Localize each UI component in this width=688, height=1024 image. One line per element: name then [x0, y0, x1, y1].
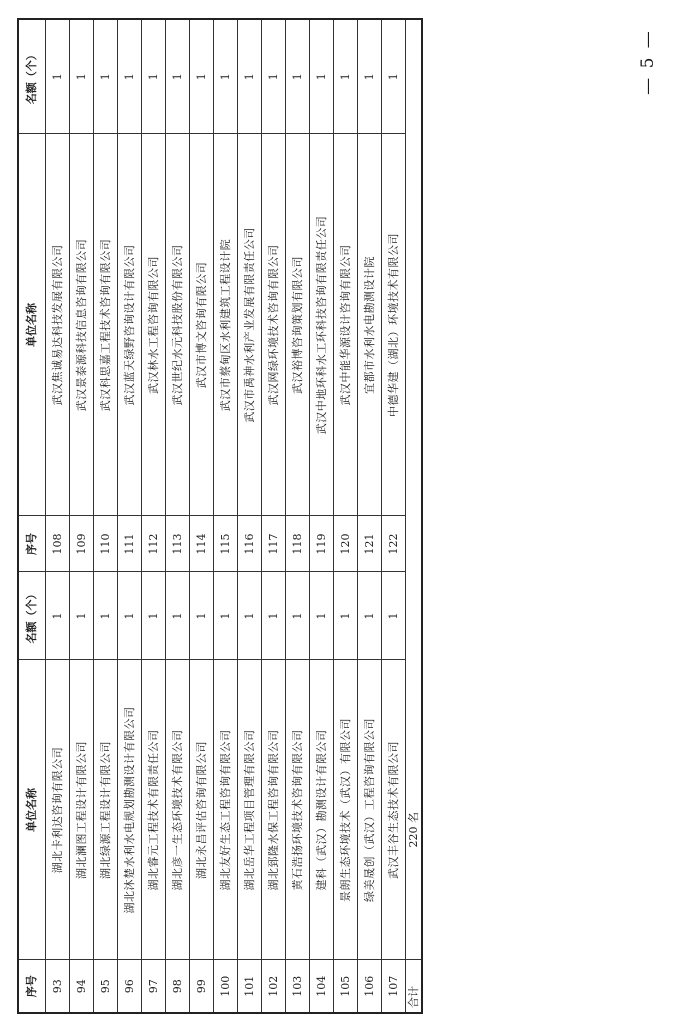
seq-cell: 99 — [189, 960, 213, 1013]
unit-name-cell: 武汉市禹神水利产业发展有限责任公司 — [237, 134, 261, 516]
unit-name-cell: 武汉丰谷生态技术有限公司 — [381, 660, 405, 960]
unit-name-cell: 武汉中地环科水工环科技咨询有限责任公司 — [309, 134, 333, 516]
unit-name-cell: 景朗生态环境技术（武汉）有限公司 — [333, 660, 357, 960]
unit-name-cell: 湖北友好生态工程咨询有限公司 — [213, 660, 237, 960]
unit-name-cell: 湖北彦一生态环境技术有限公司 — [165, 660, 189, 960]
unit-name-cell: 湖北澜图工程设计有限公司 — [69, 660, 93, 960]
unit-name-cell: 湖北沐楚水利水电规划勘测设计有限公司 — [117, 660, 141, 960]
count-cell: 1 — [357, 19, 381, 134]
unit-name-cell: 武汉林水工程咨询有限公司 — [141, 134, 165, 516]
count-cell: 1 — [45, 19, 69, 134]
count-cell: 1 — [333, 19, 357, 134]
unit-name-cell: 绿美晟创（武汉）工程咨询有限公司 — [357, 660, 381, 960]
unit-name-cell: 武汉裕博咨询策划有限公司 — [285, 134, 309, 516]
unit-name-cell: 武汉中能华源设计咨询有限公司 — [333, 134, 357, 516]
count-cell: 1 — [117, 572, 141, 660]
unit-name-cell: 湖北郅隆水保工程咨询有限公司 — [261, 660, 285, 960]
unit-name-cell: 湖北卡利达咨询有限公司 — [45, 660, 69, 960]
seq-cell: 93 — [45, 960, 69, 1013]
seq-cell: 106 — [357, 960, 381, 1013]
page-number-text: — 5 — — [638, 29, 658, 95]
unit-name-cell: 黄石浩扬环境技术咨询有限公司 — [285, 660, 309, 960]
count-cell: 1 — [165, 19, 189, 134]
count-cell: 1 — [285, 572, 309, 660]
count-cell: 1 — [117, 19, 141, 134]
count-cell: 1 — [213, 572, 237, 660]
seq-cell: 105 — [333, 960, 357, 1013]
count-cell: 1 — [69, 572, 93, 660]
unit-name-cell: 武汉网绿环境技术咨询有限公司 — [261, 134, 285, 516]
header-count-right: 名额（个） — [18, 19, 45, 134]
seq-cell: 120 — [333, 516, 357, 572]
seq-cell: 103 — [285, 960, 309, 1013]
table-row — [285, 19, 309, 1013]
total-row — [405, 19, 422, 1013]
table-row — [381, 19, 405, 1013]
seq-cell: 97 — [141, 960, 165, 1013]
count-cell: 1 — [357, 572, 381, 660]
seq-cell: 116 — [237, 516, 261, 572]
table-row — [141, 19, 165, 1013]
unit-name-cell: 武汉科思嘉工程技术咨询有限公司 — [93, 134, 117, 516]
count-cell: 1 — [141, 572, 165, 660]
count-cell: 1 — [189, 572, 213, 660]
seq-cell: 102 — [261, 960, 285, 1013]
table-row — [117, 19, 141, 1013]
count-cell: 1 — [237, 19, 261, 134]
table-row — [357, 19, 381, 1013]
unit-name-cell: 湖北绿源工程设计有限公司 — [93, 660, 117, 960]
count-cell: 1 — [237, 572, 261, 660]
document-page — [17, 20, 421, 1014]
table-row — [213, 19, 237, 1013]
count-cell: 1 — [45, 572, 69, 660]
unit-name-cell: 武汉景泰源科技信息咨询有限公司 — [69, 134, 93, 516]
unit-name-cell: 武汉市蔡甸区水利建筑工程设计院 — [213, 134, 237, 516]
table-row — [165, 19, 189, 1013]
table-row — [45, 19, 69, 1013]
unit-name-cell: 湖北睿元工程技术有限责任公司 — [141, 660, 165, 960]
seq-cell: 101 — [237, 960, 261, 1013]
total-value: 220 名 — [405, 19, 422, 960]
seq-cell: 95 — [93, 960, 117, 1013]
seq-cell: 112 — [141, 516, 165, 572]
count-cell: 1 — [93, 572, 117, 660]
table-row — [93, 19, 117, 1013]
table-row — [309, 19, 333, 1013]
seq-cell: 108 — [45, 516, 69, 572]
seq-cell: 111 — [117, 516, 141, 572]
count-cell: 1 — [69, 19, 93, 134]
table-row — [261, 19, 285, 1013]
unit-quota-table — [17, 18, 423, 1014]
count-cell: 1 — [93, 19, 117, 134]
table-header-row — [18, 19, 45, 1013]
page-number — [628, 22, 668, 102]
unit-name-cell: 武汉市博文咨询有限公司 — [189, 134, 213, 516]
seq-cell: 113 — [165, 516, 189, 572]
table-row — [333, 19, 357, 1013]
seq-cell: 98 — [165, 960, 189, 1013]
count-cell: 1 — [141, 19, 165, 134]
seq-cell: 94 — [69, 960, 93, 1013]
table-row — [237, 19, 261, 1013]
seq-cell: 96 — [117, 960, 141, 1013]
header-name-left: 单位名称 — [18, 660, 45, 960]
count-cell: 1 — [309, 572, 333, 660]
total-label: 合计 — [405, 960, 422, 1013]
count-cell: 1 — [285, 19, 309, 134]
seq-cell: 114 — [189, 516, 213, 572]
unit-name-cell: 武汉焦诚易达科技发展有限公司 — [45, 134, 69, 516]
count-cell: 1 — [189, 19, 213, 134]
count-cell: 1 — [165, 572, 189, 660]
seq-cell: 122 — [381, 516, 405, 572]
unit-name-cell: 武汉蓝天绿野咨询设计有限公司 — [117, 134, 141, 516]
count-cell: 1 — [213, 19, 237, 134]
unit-name-cell: 建科（武汉）勘测设计有限公司 — [309, 660, 333, 960]
seq-cell: 118 — [285, 516, 309, 572]
seq-cell: 115 — [213, 516, 237, 572]
unit-name-cell: 湖北永昌评估咨询有限公司 — [189, 660, 213, 960]
count-cell: 1 — [261, 572, 285, 660]
seq-cell: 117 — [261, 516, 285, 572]
header-count-left: 名额（个） — [18, 572, 45, 660]
seq-cell: 104 — [309, 960, 333, 1013]
seq-cell: 119 — [309, 516, 333, 572]
count-cell: 1 — [381, 19, 405, 134]
table-row — [69, 19, 93, 1013]
count-cell: 1 — [381, 572, 405, 660]
unit-name-cell: 宜都市水利水电勘测设计院 — [357, 134, 381, 516]
seq-cell: 107 — [381, 960, 405, 1013]
count-cell: 1 — [333, 572, 357, 660]
seq-cell: 109 — [69, 516, 93, 572]
header-seq-left: 序号 — [18, 960, 45, 1013]
rotated-table-container — [17, 20, 421, 1014]
header-name-right: 单位名称 — [18, 134, 45, 516]
seq-cell: 121 — [357, 516, 381, 572]
unit-name-cell: 中德华建（湖北）环境技术有限公司 — [381, 134, 405, 516]
unit-name-cell: 湖北岳华工程项目管理有限公司 — [237, 660, 261, 960]
count-cell: 1 — [261, 19, 285, 134]
table-row — [189, 19, 213, 1013]
seq-cell: 100 — [213, 960, 237, 1013]
count-cell: 1 — [309, 19, 333, 134]
seq-cell: 110 — [93, 516, 117, 572]
unit-name-cell: 武汉世纪水元科技股份有限公司 — [165, 134, 189, 516]
header-seq-right: 序号 — [18, 516, 45, 572]
